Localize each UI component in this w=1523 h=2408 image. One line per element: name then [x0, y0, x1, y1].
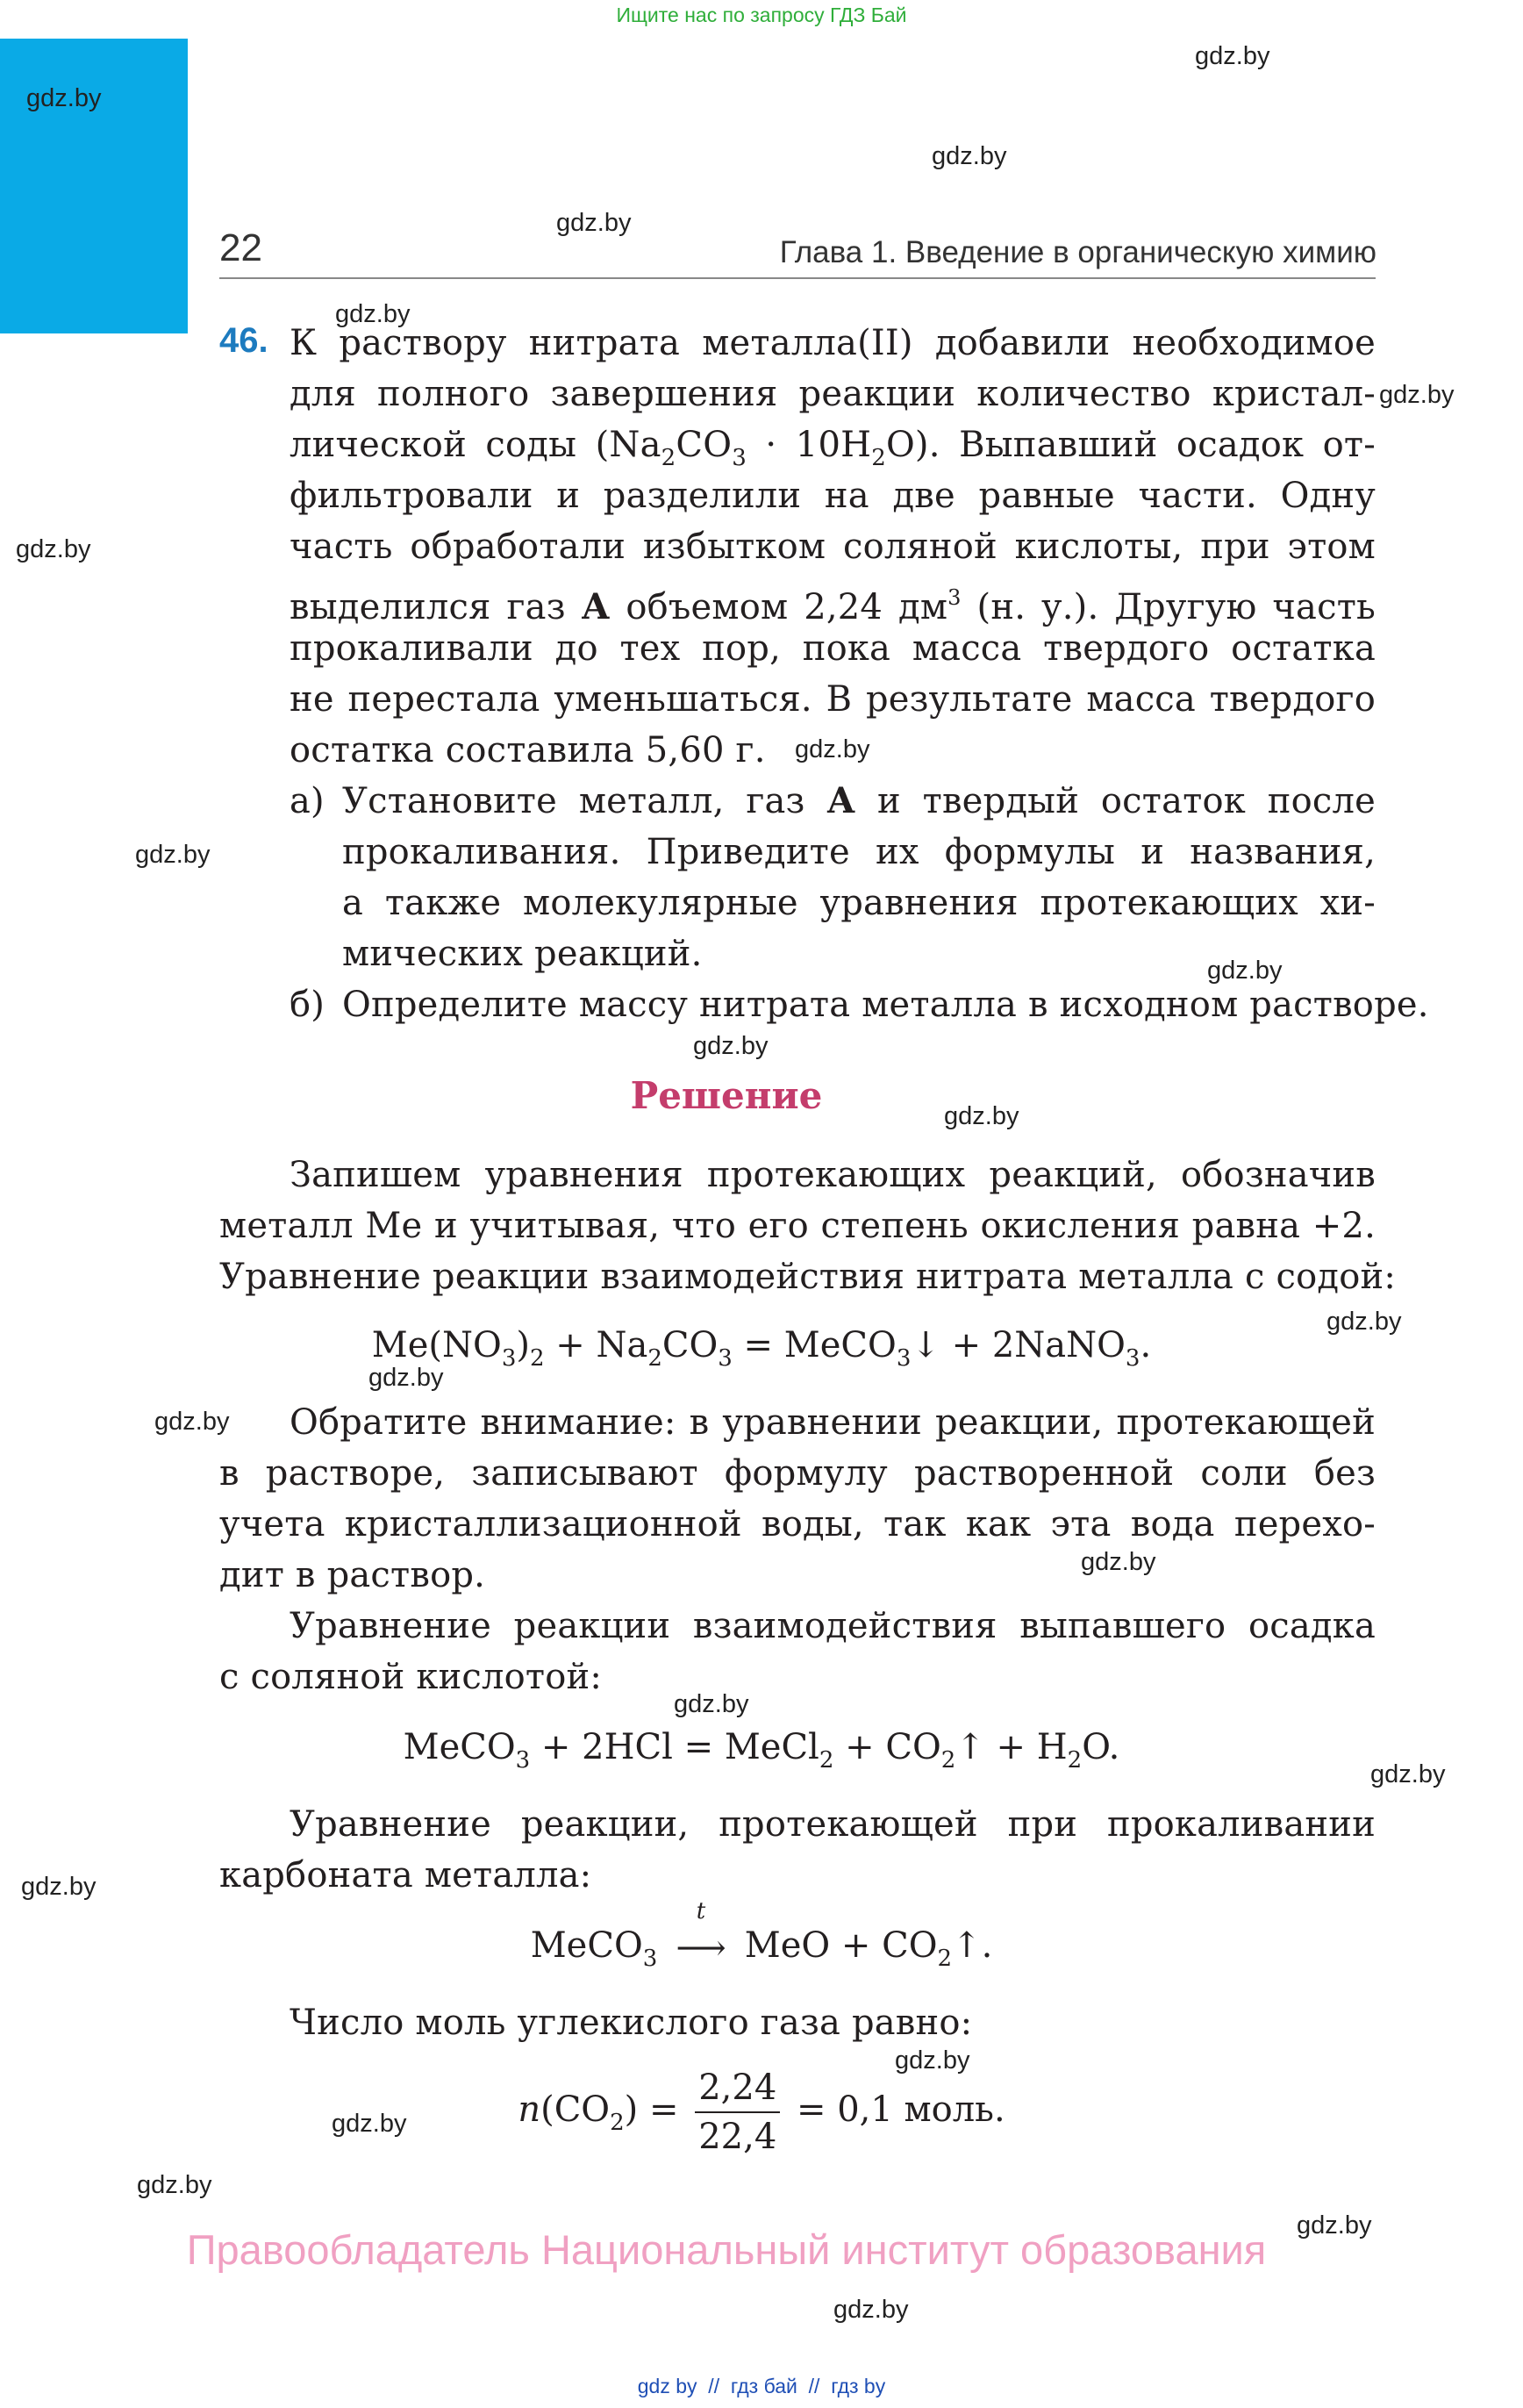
watermark: gdz.by	[335, 300, 411, 328]
watermark: gdz.by	[674, 1690, 749, 1718]
watermark: gdz.by	[135, 841, 211, 869]
solution-text: в растворе, записывают формулу растворенной соли без	[219, 1453, 1376, 1494]
watermark: gdz.by	[21, 1873, 97, 1901]
watermark: gdz.by	[137, 2171, 212, 2199]
problem-line: прокаливали до тех пор, пока масса твердого остатка	[290, 628, 1376, 669]
footer-links[interactable]: gdz by // гдз бай // гдз by	[637, 2375, 886, 2397]
watermark: gdz.by	[1297, 2211, 1372, 2240]
problem-line: для полного завершения реакции количество кристал-	[290, 374, 1376, 414]
watermark: gdz.by	[26, 84, 102, 112]
watermark: gdz.by	[1379, 381, 1455, 409]
equation-moles-co2: $n(CO_2)$ = $\frac{2,24}{22,4}$ = 0,1 моль.	[0, 2064, 1523, 2161]
watermark: gdz.by	[332, 2110, 407, 2138]
problem-line: лической соды $(Na_2CO_3 \cdot 10H_2O)$. Выпавший осадок от-	[290, 425, 1376, 471]
question-a-line: прокаливания. Приведите их формулы и названия,	[342, 832, 1376, 872]
watermark: gdz.by	[895, 2046, 970, 2075]
watermark: gdz.by	[944, 1102, 1019, 1130]
solution-text: металл Me и учитывая, что его степень окисления равна +2.	[219, 1206, 1376, 1246]
problem-line: выделился газ А объемом 2,24 $дм^3$ (н. у.). Другую часть	[290, 585, 1376, 627]
watermark: gdz.by	[556, 209, 632, 237]
solution-text: карбоната металла:	[219, 1855, 592, 1896]
copyright-footer: Правообладатель Национальный институт образования	[186, 2226, 1267, 2273]
blue-corner-tab	[0, 39, 188, 333]
solution-text: дит в раствор.	[219, 1555, 486, 1595]
watermark: gdz.by	[16, 535, 91, 563]
problem-line: К раствору нитрата металла(II) добавили необходимое	[290, 323, 1376, 363]
question-a-line: мических реакций.	[342, 934, 703, 974]
question-a-line: Установите металл, газ А и твердый остаток после	[342, 780, 1376, 821]
watermark: gdz.by	[368, 1364, 444, 1392]
solution-heading: Решение	[630, 1074, 823, 1117]
top-banner[interactable]: Ищите нас по запросу ГДЗ Бай	[616, 4, 907, 26]
page-number: 22	[219, 226, 262, 269]
equation-calcination: MeCO$_3$ t ⟶ MeO + $CO_2↑$.	[530, 1898, 993, 1972]
question-a-label: а)	[290, 781, 325, 821]
question-a-line: а также молекулярные уравнения протекающих хи-	[342, 883, 1376, 923]
solution-text: Уравнение реакции взаимодействия нитрата металла с содой:	[219, 1257, 1397, 1297]
watermark: gdz.by	[154, 1408, 230, 1436]
watermark: gdz.by	[1326, 1308, 1402, 1336]
watermark: gdz.by	[1370, 1760, 1446, 1788]
problem-line: фильтровали и разделили на две равные части. Одну	[290, 476, 1376, 516]
watermark: gdz.by	[1195, 42, 1270, 70]
solution-text: Уравнение реакции взаимодействия выпавшего осадка	[290, 1606, 1376, 1646]
watermark: gdz.by	[833, 2296, 909, 2324]
problem-line: остатка составила 5,60 г.	[290, 730, 766, 770]
problem-line: не перестала уменьшаться. В результате масса твердого	[290, 679, 1376, 720]
question-b-label: б)	[290, 985, 325, 1025]
solution-text: Обратите внимание: в уравнении реакции, протекающей	[290, 1402, 1376, 1443]
heat-arrow: t ⟶	[676, 1898, 726, 1968]
watermark: gdz.by	[795, 735, 870, 763]
watermark: gdz.by	[932, 142, 1007, 170]
solution-text: учета кристаллизационной воды, так как эта вода перехо-	[219, 1504, 1376, 1544]
watermark: gdz.by	[1081, 1548, 1156, 1576]
question-b-line: Определите массу нитрата металла в исходном растворе.	[342, 985, 1429, 1025]
watermark: gdz.by	[1207, 957, 1283, 985]
solution-text: Запишем уравнения протекающих реакций, обозначив	[290, 1155, 1376, 1195]
solution-text: Уравнение реакции, протекающей при прокаливании	[290, 1804, 1376, 1845]
solution-text: с соляной кислотой:	[219, 1657, 603, 1697]
chapter-title: Глава 1. Введение в органическую химию	[779, 235, 1376, 269]
solution-text: Число моль углекислого газа равно:	[290, 2003, 973, 2043]
fraction: $\frac{2,24}{22,4}$	[695, 2064, 780, 2161]
problem-number: 46.	[219, 321, 268, 360]
watermark: gdz.by	[693, 1032, 769, 1060]
equation-nitrate-soda: $Me(NO_3)_2 + Na_2CO_3$ = MeCO$_3$↓ + 2NaNO$_3$.	[371, 1325, 1152, 1372]
header-rule	[219, 277, 1376, 279]
problem-line: часть обработали избытком соляной кислоты, при этом	[290, 527, 1376, 567]
equation-carbonate-hcl: MeCO$_3$ + 2HCl = MeCl$_2$ + $CO_2↑ + H_2O$.	[403, 1727, 1120, 1774]
